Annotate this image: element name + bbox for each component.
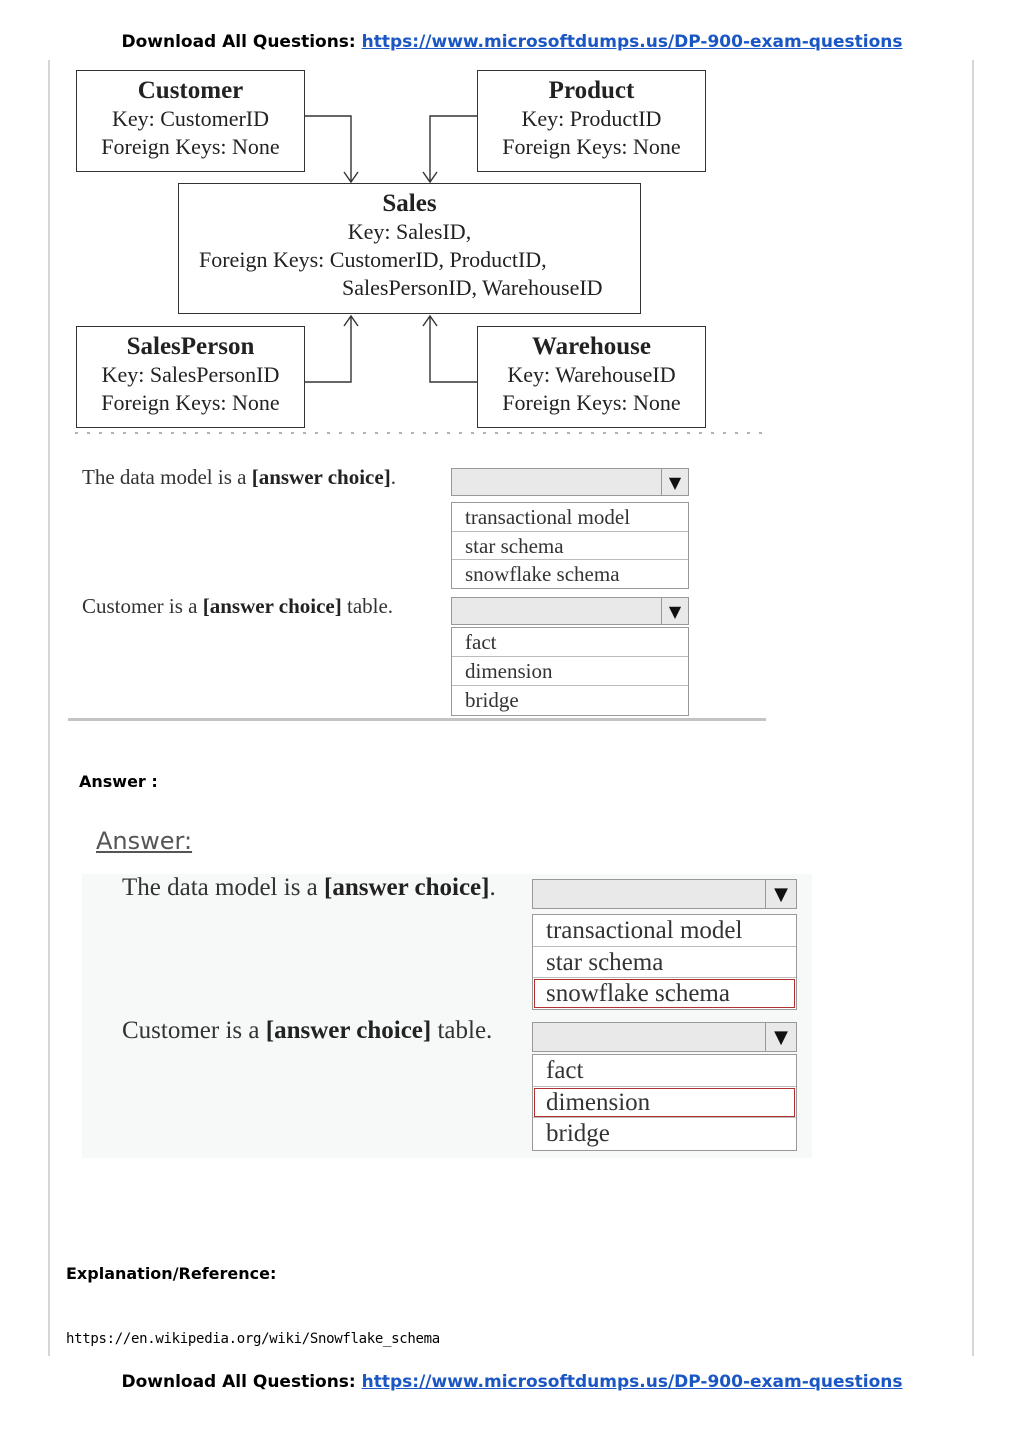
entity-fk-cont: SalesPersonID, WarehouseID xyxy=(342,275,603,300)
footer-label: Download All Questions: xyxy=(121,1372,356,1392)
dropdown-arrow-icon: ▼ xyxy=(661,598,688,624)
q2-bold: [answer choice] xyxy=(202,594,342,618)
option-item[interactable]: snowflake schema xyxy=(465,562,620,586)
entity-key: Key: CustomerID xyxy=(111,106,270,131)
header-label: Download All Questions: xyxy=(121,32,356,52)
entity-fk: Foreign Keys: None xyxy=(502,390,681,415)
option-item[interactable]: dimension xyxy=(452,657,688,686)
answer-heading: Answer: xyxy=(96,827,193,855)
option-item[interactable]: bridge xyxy=(546,1120,610,1147)
answer-1-text xyxy=(122,874,496,902)
entity-fk: Foreign Keys: None xyxy=(101,390,280,415)
q2-prefix: Customer is a xyxy=(82,594,203,618)
a1-bold: [answer choice] xyxy=(324,874,490,901)
dropdown-arrow-icon: ▼ xyxy=(765,880,796,908)
answer-2-options xyxy=(532,1054,797,1151)
a1-suffix: . xyxy=(489,874,496,901)
answer-1-dropdown[interactable] xyxy=(532,879,797,909)
option-item-selected[interactable]: dimension xyxy=(533,1087,796,1118)
entity-product xyxy=(477,70,706,172)
entity-key: Key: WarehouseID xyxy=(507,362,676,387)
option-item[interactable]: star schema xyxy=(452,532,688,560)
answer-label: Answer : xyxy=(79,772,158,791)
option-item[interactable]: transactional model xyxy=(533,915,796,947)
entity-name: Customer xyxy=(137,77,244,104)
header-link[interactable]: https://www.microsoftdumps.us/DP-900-exam-questions xyxy=(361,32,903,52)
a1-prefix: The data model is a xyxy=(122,874,325,901)
a2-prefix: Customer is a xyxy=(122,1017,266,1044)
entity-warehouse xyxy=(477,326,706,428)
option-item[interactable]: bridge xyxy=(465,688,519,712)
entity-fk: Foreign Keys: None xyxy=(502,134,681,159)
question-2-options xyxy=(451,627,689,716)
a2-bold: [answer choice] xyxy=(265,1017,432,1044)
a2-suffix: table. xyxy=(431,1017,493,1044)
q2-suffix: table. xyxy=(341,594,394,618)
entity-key: Key: SalesID, xyxy=(347,219,472,244)
entity-key: Key: SalesPersonID xyxy=(101,362,280,387)
entity-key: Key: ProductID xyxy=(521,106,662,131)
entity-salesperson xyxy=(76,326,305,428)
question-2-text xyxy=(82,594,393,619)
section-divider xyxy=(68,718,766,721)
entity-name: Product xyxy=(548,77,635,104)
q1-bold: [answer choice] xyxy=(251,465,391,489)
question-1-text xyxy=(82,465,396,490)
q1-suffix: . xyxy=(390,465,396,489)
option-item[interactable]: star schema xyxy=(533,947,796,978)
footer-link[interactable]: https://www.microsoftdumps.us/DP-900-exam-questions xyxy=(361,1372,903,1392)
entity-fk: Foreign Keys: None xyxy=(101,134,280,159)
explanation-url[interactable]: https://en.wikipedia.org/wiki/Snowflake_schema xyxy=(66,1331,440,1347)
question-1-options xyxy=(451,502,689,589)
option-item[interactable]: fact xyxy=(452,628,688,657)
q1-prefix: The data model is a xyxy=(82,465,252,489)
entity-name: Sales xyxy=(382,190,437,217)
answer-2-dropdown[interactable] xyxy=(532,1022,797,1052)
answer-2-text xyxy=(122,1017,492,1045)
entity-sales xyxy=(178,183,641,314)
answer-1-options xyxy=(532,914,797,1010)
option-item[interactable]: transactional model xyxy=(452,503,688,532)
page-footer xyxy=(0,1372,1024,1392)
dropdown-arrow-icon: ▼ xyxy=(661,469,688,495)
option-item[interactable]: fact xyxy=(533,1055,796,1087)
option-item-selected[interactable]: snowflake schema xyxy=(533,978,796,1009)
entity-customer xyxy=(76,70,305,172)
explanation-label: Explanation/Reference: xyxy=(66,1264,277,1283)
entity-name: Warehouse xyxy=(532,333,651,360)
entity-fk: Foreign Keys: CustomerID, ProductID, xyxy=(199,247,547,272)
entity-name: SalesPerson xyxy=(126,333,255,360)
question-2-dropdown[interactable] xyxy=(451,597,689,625)
dropdown-arrow-icon: ▼ xyxy=(765,1023,796,1051)
question-1-dropdown[interactable] xyxy=(451,468,689,496)
